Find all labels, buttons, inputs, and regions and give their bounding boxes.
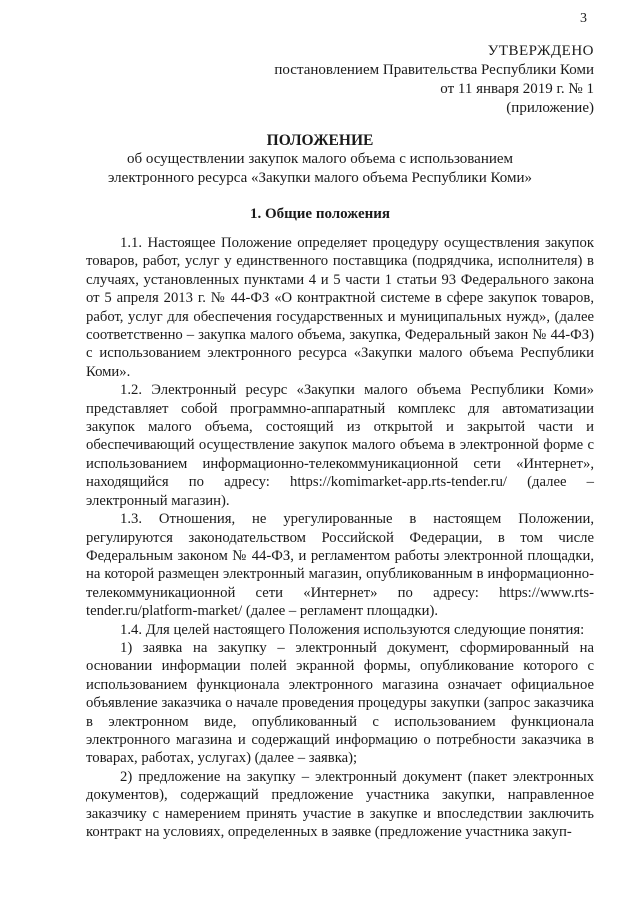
approval-stamp [274,42,594,118]
document-subtitle-line-1: об осуществлении закупок малого объема с использованием [126,151,514,167]
approval-appendix: (приложение) [506,100,594,116]
paragraph-1-4: 1.4. Для целей настоящего Положения используются следующие понятия: [120,621,585,638]
paragraph-1-2: 1.2. Электронный ресурс «Закупки малого объема Республики Коми» представляет собой программно-аппаратный комплекс для автоматизации закупок малого объема, состоящий из открытой и закрытой части и обеспечивающий осуществление закупок малого объема в электронной форме с использованием информационно-телекоммуникационной сети «Интернет», находящийся по адресу: https://komimarket-app.rts-tender.ru/ (далее – электронный магазин). [86,382,594,509]
approval-title: УТВЕРЖДЕНО [487,43,594,59]
definition-item-2: 2) предложение на закупку – электронный документ (пакет электронных документов), содержащий предложение участника закупки, направленное заказчику с намерением принять участие в закупке и впоследствии заключить контракт на условиях, определенных в заявке (предложение участника закуп- [86,768,594,840]
page-number: 3 [580,11,587,26]
paragraph-1-1: 1.1. Настоящее Положение определяет процедуру осуществления закупок товаров, работ, услуг у единственного поставщика (подрядчика, исполнителя) в случаях, установленных пунктами 4 и 5 части 1 статьи 93 Федерального закона от 5 апреля 2013 г. № 44-ФЗ «О контрактной системе в сфере закупок товаров, работ, услуг для обеспечения государственных и муниципальных нужд», (далее соответственно – закупка малого объема, закупка, Федеральный закон № 44-ФЗ) с использованием электронного ресурса «Закупки малого объема Республики Коми». [86,235,594,380]
paragraph-1-3: 1.3. Отношения, не урегулированные в настоящем Положении, регулируются законодательством Российской Федерации, в том числе Федеральным законом № 44-ФЗ, и регламентом работы электронной площадки, на которой размещен электронный магазин, опубликованным в информационно-телекоммуникационной сети «Интернет» по адресу: https://www.rts-tender.ru/platform-market/ (далее – регламент площадки). [86,511,594,620]
document-title: ПОЛОЖЕНИЕ [266,132,374,149]
document-title-block [0,131,640,188]
section-heading: 1. Общие положения [249,206,391,222]
document-subtitle-line-2: электронного ресурса «Закупки малого объема Республики Коми» [108,170,532,186]
document-body [86,234,594,841]
approval-resolution: постановлением Правительства Республики Коми [274,62,594,78]
approval-date: от 11 января 2019 г. № 1 [440,81,594,97]
definition-item-1: 1) заявка на закупку – электронный документ, сформированный на основании информации полей экранной формы, опубликование которого с использованием функционала электронного магазина означает официальное объявление заказчика о начале проведения процедуры закупки (запрос заказчика в электронном виде, опубликованный с использованием функционала электронного магазина и содержащий информацию о потребности заказчика в товарах, работах, услугах) (далее – заявка); [86,639,594,767]
